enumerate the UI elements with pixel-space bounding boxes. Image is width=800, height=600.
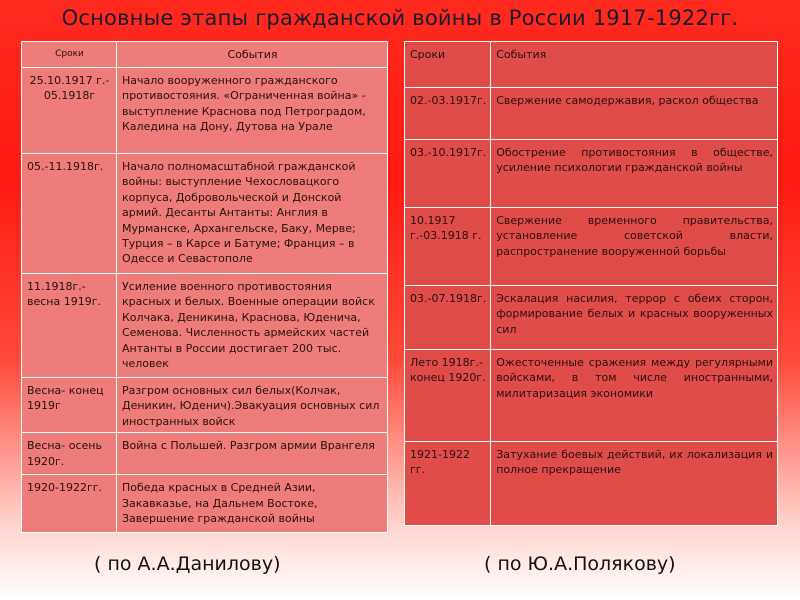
page-title: Основные этапы гражданской войны в России 1917-1922гг. xyxy=(61,6,739,30)
row-event: Война с Польшей. Разгром армии Врангеля xyxy=(117,433,388,475)
row-date: 05.-11.1918г. xyxy=(22,154,117,274)
row-event: Разгром основных сил белых(Колчак, Деникин, Юденич).Эвакуация основных сил иностранных войск xyxy=(117,378,388,433)
row-event: Ожесточенные сражения между регулярными войсками, в том числе иностранными, милитаризация экономики xyxy=(491,350,778,442)
table-row xyxy=(405,442,778,526)
row-date: 10.1917 г.-03.1918 г. xyxy=(405,208,491,286)
column-header-events: События xyxy=(491,42,778,88)
row-event: Затухание боевых действий, их локализация и полное прекращение xyxy=(491,442,778,526)
row-event: Эскалация насилия, террор с обеих сторон, формирование белых и красных вооруженных сил xyxy=(491,286,778,350)
table-row xyxy=(22,433,388,475)
row-date: Весна- конец 1919г xyxy=(22,378,117,433)
table-header-row xyxy=(22,42,388,68)
row-event: Начало вооруженного гражданского противостояния. «Ограниченная война» - выступление Краснова под Петроградом, Каледина на Дону, Дутова на Урале xyxy=(117,68,388,154)
row-date: 1920-1922гг. xyxy=(22,475,117,533)
row-date: Лето 1918г.- конец 1920г. xyxy=(405,350,491,442)
table-row xyxy=(405,350,778,442)
column-header-events: События xyxy=(117,42,388,68)
row-date: 25.10.1917 г.- 05.1918г xyxy=(22,68,117,154)
table-row xyxy=(22,154,388,274)
column-header-dates: Сроки xyxy=(405,42,491,88)
row-event: Свержение самодержавия, раскол общества xyxy=(491,88,778,140)
source-credit-polyakov: ( по Ю.А.Полякову) xyxy=(484,553,676,575)
row-date: 02.-03.1917г. xyxy=(405,88,491,140)
row-event: Обострение противостояния в обществе, усиление психологии гражданской войны xyxy=(491,140,778,208)
table-row xyxy=(22,274,388,378)
table-header-row xyxy=(405,42,778,88)
row-event: Победа красных в Средней Азии, Закавказье, на Дальнем Востоке, Завершение гражданской войны xyxy=(117,475,388,533)
stages-table-danilov xyxy=(21,41,388,533)
column-header-dates: Сроки xyxy=(22,42,117,68)
table-row xyxy=(22,68,388,154)
table-row xyxy=(405,208,778,286)
stages-table-polyakov xyxy=(404,41,778,526)
row-event: Усиление военного противостояния красных и белых. Военные операции войск Колчака, Деникина, Краснова, Юденича, Семенова. Численность армейских частей Антанты в России достигает 200 тыс. человек xyxy=(117,274,388,378)
row-date: 11.1918г.- весна 1919г. xyxy=(22,274,117,378)
table-row xyxy=(22,378,388,433)
row-event: Свержение временного правительства, установление советской власти, распространение вооруженной борьбы xyxy=(491,208,778,286)
table-row xyxy=(405,286,778,350)
row-date: Весна- осень 1920г. xyxy=(22,433,117,475)
row-date: 03.-10.1917г. xyxy=(405,140,491,208)
row-event: Начало полномасштабной гражданской войны: выступление Чехословацкого корпуса, Добровольческой и Донской армий. Десанты Антанты: Англия в Мурманске, Архангельске, Баку, Мерве; Турция – в Карсе и Батуме; Франция – в Одессе и Севастополе xyxy=(117,154,388,274)
source-credit-danilov: ( по А.А.Данилову) xyxy=(94,553,281,575)
table-row xyxy=(405,140,778,208)
table-row xyxy=(405,88,778,140)
row-date: 03.-07.1918г. xyxy=(405,286,491,350)
row-date: 1921-1922 гг. xyxy=(405,442,491,526)
table-row xyxy=(22,475,388,533)
